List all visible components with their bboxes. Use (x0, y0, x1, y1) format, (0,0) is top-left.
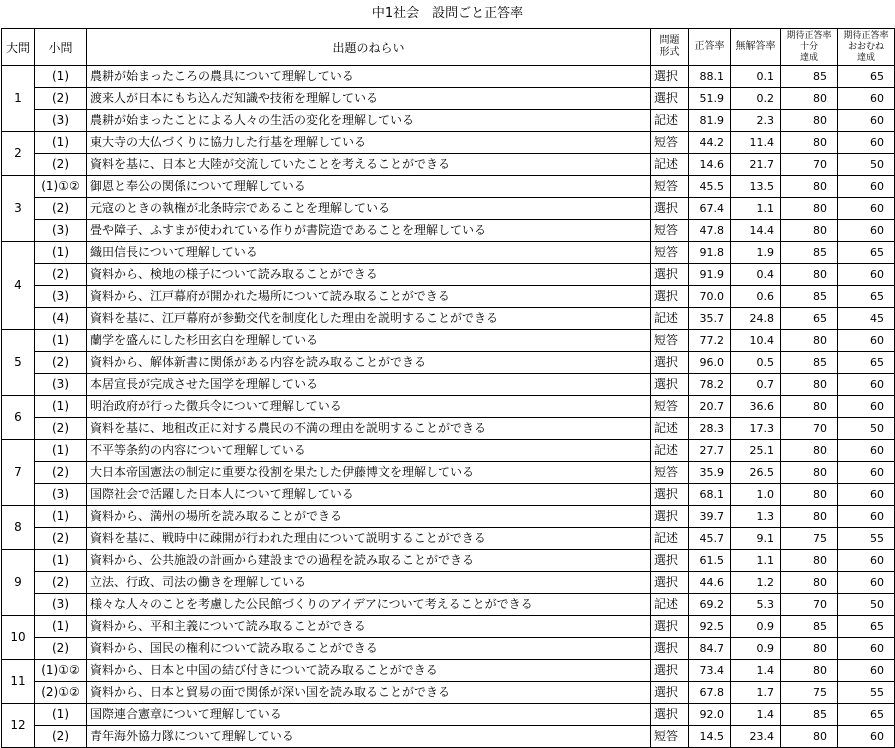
table-row (2, 396, 895, 418)
cell-sho: (2) (35, 528, 87, 550)
cell-kitai-mostly: 65 (838, 286, 895, 308)
cell-dai: 4 (2, 242, 35, 330)
cell-keishiki: 選択 (651, 198, 689, 220)
cell-seito: 81.9 (689, 110, 731, 132)
cell-sho: (2) (35, 418, 87, 440)
cell-nerai: 大日本帝国憲法の制定に重要な役割を果たした伊藤博文を理解している (87, 462, 651, 484)
cell-seito: 14.5 (689, 726, 731, 748)
cell-kitai-full: 85 (781, 66, 838, 88)
cell-kitai-full: 80 (781, 484, 838, 506)
cell-nerai: 国際社会で活躍した日本人について理解している (87, 484, 651, 506)
cell-kitai-mostly: 60 (838, 550, 895, 572)
header-kitai-mostly: 期待正答率 おおむね 達成 (838, 29, 895, 66)
cell-nerai: 資料から、解体新書に関係がある内容を読み取ることができる (87, 352, 651, 374)
cell-kitai-mostly: 60 (838, 506, 895, 528)
cell-kitai-full: 85 (781, 286, 838, 308)
table-row (2, 110, 895, 132)
cell-kitai-full: 75 (781, 528, 838, 550)
cell-dai: 1 (2, 66, 35, 132)
cell-sho: (2) (35, 88, 87, 110)
cell-keishiki: 選択 (651, 638, 689, 660)
header-seito: 正答率 (689, 29, 731, 66)
cell-dai: 7 (2, 440, 35, 506)
table-row (2, 660, 895, 682)
cell-keishiki: 選択 (651, 506, 689, 528)
cell-kitai-mostly: 50 (838, 594, 895, 616)
page-title: 中1社会 設問ごと正答率 (371, 6, 524, 21)
cell-nerai: 明治政府が行った徴兵令について理解している (87, 396, 651, 418)
cell-keishiki: 短答 (651, 220, 689, 242)
cell-sho: (1) (35, 66, 87, 88)
table-row (2, 242, 895, 264)
cell-nerai: 本居宣長が完成させた国学を理解している (87, 374, 651, 396)
cell-keishiki: 記述 (651, 440, 689, 462)
cell-nerai: 元寇のときの執権が北条時宗であることを理解している (87, 198, 651, 220)
cell-dai: 5 (2, 330, 35, 396)
cell-kitai-full: 80 (781, 660, 838, 682)
cell-keishiki: 短答 (651, 176, 689, 198)
cell-nerai: 農耕が始まったことによる人々の生活の変化を理解している (87, 110, 651, 132)
table-row (2, 484, 895, 506)
cell-nerai: 資料から、日本と中国の結び付きについて読み取ることができる (87, 660, 651, 682)
cell-sho: (1) (35, 396, 87, 418)
cell-muto: 0.2 (731, 88, 781, 110)
cell-seito: 92.5 (689, 616, 731, 638)
header-keishiki: 問題 形式 (651, 29, 689, 66)
cell-kitai-mostly: 60 (838, 110, 895, 132)
cell-kitai-full: 80 (781, 396, 838, 418)
cell-seito: 70.0 (689, 286, 731, 308)
table-row (2, 308, 895, 330)
cell-kitai-mostly: 60 (838, 396, 895, 418)
cell-kitai-mostly: 60 (838, 374, 895, 396)
cell-muto: 11.4 (731, 132, 781, 154)
cell-kitai-full: 80 (781, 110, 838, 132)
cell-kitai-full: 80 (781, 462, 838, 484)
cell-sho: (2) (35, 198, 87, 220)
cell-nerai: 資料から、日本と貿易の面で関係が深い国を読み取ることができる (87, 682, 651, 704)
cell-kitai-full: 85 (781, 352, 838, 374)
table-row (2, 176, 895, 198)
cell-kitai-mostly: 60 (838, 440, 895, 462)
cell-seito: 51.9 (689, 88, 731, 110)
cell-sho: (1) (35, 506, 87, 528)
cell-kitai-mostly: 50 (838, 418, 895, 440)
cell-kitai-mostly: 65 (838, 616, 895, 638)
cell-muto: 0.4 (731, 264, 781, 286)
cell-sho: (3) (35, 594, 87, 616)
cell-sho: (1)①② (35, 660, 87, 682)
cell-muto: 1.3 (731, 506, 781, 528)
cell-nerai: 様々な人々のことを考慮した公民館づくりのアイデアについて考えることができる (87, 594, 651, 616)
cell-nerai: 御恩と奉公の関係について理解している (87, 176, 651, 198)
cell-seito: 27.7 (689, 440, 731, 462)
cell-kitai-mostly: 60 (838, 264, 895, 286)
cell-sho: (1) (35, 616, 87, 638)
table-row (2, 726, 895, 748)
cell-dai: 9 (2, 550, 35, 616)
cell-nerai: 青年海外協力隊について理解している (87, 726, 651, 748)
cell-nerai: 織田信長について理解している (87, 242, 651, 264)
cell-muto: 1.4 (731, 704, 781, 726)
cell-kitai-full: 80 (781, 374, 838, 396)
cell-kitai-full: 70 (781, 594, 838, 616)
cell-keishiki: 選択 (651, 286, 689, 308)
cell-keishiki: 選択 (651, 682, 689, 704)
cell-dai: 11 (2, 660, 35, 704)
cell-sho: (2) (35, 154, 87, 176)
cell-nerai: 資料から、国民の権利について読み取ることができる (87, 638, 651, 660)
cell-sho: (1) (35, 704, 87, 726)
cell-kitai-full: 80 (781, 220, 838, 242)
cell-seito: 44.2 (689, 132, 731, 154)
cell-keishiki: 短答 (651, 462, 689, 484)
table-row (2, 374, 895, 396)
cell-muto: 9.1 (731, 528, 781, 550)
cell-muto: 25.1 (731, 440, 781, 462)
cell-nerai: 渡来人が日本にもち込んだ知識や技術を理解している (87, 88, 651, 110)
cell-nerai: 東大寺の大仏づくりに協力した行基を理解している (87, 132, 651, 154)
cell-keishiki: 選択 (651, 704, 689, 726)
cell-seito: 45.7 (689, 528, 731, 550)
cell-muto: 0.9 (731, 638, 781, 660)
table-row (2, 594, 895, 616)
cell-nerai: 資料から、公共施設の計画から建設までの過程を読み取ることができる (87, 550, 651, 572)
table-row (2, 638, 895, 660)
cell-seito: 91.8 (689, 242, 731, 264)
cell-keishiki: 選択 (651, 88, 689, 110)
cell-dai: 2 (2, 132, 35, 176)
cell-sho: (1) (35, 440, 87, 462)
cell-kitai-mostly: 60 (838, 88, 895, 110)
table-row (2, 704, 895, 726)
cell-seito: 45.5 (689, 176, 731, 198)
table-row (2, 198, 895, 220)
cell-seito: 35.9 (689, 462, 731, 484)
cell-nerai: 資料から、検地の様子について読み取ることができる (87, 264, 651, 286)
cell-nerai: 資料を基に、江戸幕府が参勤交代を制度化した理由を説明することができる (87, 308, 651, 330)
cell-keishiki: 短答 (651, 330, 689, 352)
cell-keishiki: 選択 (651, 484, 689, 506)
header-dai: 大問 (2, 29, 35, 66)
table-row (2, 286, 895, 308)
cell-muto: 0.5 (731, 352, 781, 374)
cell-kitai-full: 80 (781, 176, 838, 198)
table-row (2, 220, 895, 242)
cell-dai: 8 (2, 506, 35, 550)
table-row (2, 132, 895, 154)
cell-muto: 23.4 (731, 726, 781, 748)
cell-seito: 88.1 (689, 66, 731, 88)
cell-seito: 92.0 (689, 704, 731, 726)
cell-kitai-full: 70 (781, 418, 838, 440)
cell-kitai-mostly: 55 (838, 528, 895, 550)
cell-muto: 0.6 (731, 286, 781, 308)
cell-sho: (3) (35, 110, 87, 132)
cell-nerai: 不平等条約の内容について理解している (87, 440, 651, 462)
cell-muto: 24.8 (731, 308, 781, 330)
cell-kitai-mostly: 60 (838, 462, 895, 484)
cell-kitai-full: 65 (781, 308, 838, 330)
table-row (2, 264, 895, 286)
cell-seito: 14.6 (689, 154, 731, 176)
cell-kitai-full: 80 (781, 330, 838, 352)
cell-seito: 68.1 (689, 484, 731, 506)
cell-kitai-full: 80 (781, 264, 838, 286)
cell-seito: 20.7 (689, 396, 731, 418)
cell-kitai-mostly: 60 (838, 198, 895, 220)
cell-nerai: 蘭学を盛んにした杉田玄白を理解している (87, 330, 651, 352)
cell-muto: 1.2 (731, 572, 781, 594)
cell-sho: (3) (35, 220, 87, 242)
cell-keishiki: 短答 (651, 132, 689, 154)
cell-kitai-mostly: 65 (838, 242, 895, 264)
table-row (2, 440, 895, 462)
table-row (2, 154, 895, 176)
table-row (2, 352, 895, 374)
cell-kitai-mostly: 65 (838, 704, 895, 726)
cell-seito: 69.2 (689, 594, 731, 616)
cell-kitai-mostly: 55 (838, 682, 895, 704)
cell-seito: 44.6 (689, 572, 731, 594)
cell-muto: 36.6 (731, 396, 781, 418)
cell-sho: (1) (35, 330, 87, 352)
table-row (2, 330, 895, 352)
cell-keishiki: 記述 (651, 528, 689, 550)
cell-kitai-full: 80 (781, 638, 838, 660)
cell-kitai-mostly: 60 (838, 132, 895, 154)
cell-kitai-full: 80 (781, 550, 838, 572)
cell-seito: 78.2 (689, 374, 731, 396)
cell-sho: (1) (35, 242, 87, 264)
cell-kitai-full: 70 (781, 154, 838, 176)
header-sho: 小問 (35, 29, 87, 66)
cell-kitai-full: 80 (781, 88, 838, 110)
cell-keishiki: 選択 (651, 550, 689, 572)
cell-sho: (3) (35, 286, 87, 308)
cell-seito: 84.7 (689, 638, 731, 660)
cell-kitai-mostly: 60 (838, 484, 895, 506)
cell-keishiki: 短答 (651, 242, 689, 264)
cell-seito: 96.0 (689, 352, 731, 374)
cell-kitai-mostly: 60 (838, 726, 895, 748)
cell-keishiki: 選択 (651, 572, 689, 594)
cell-seito: 77.2 (689, 330, 731, 352)
cell-nerai: 資料から、満州の場所を読み取ることができる (87, 506, 651, 528)
cell-nerai: 資料を基に、戦時中に疎開が行われた理由について説明することができる (87, 528, 651, 550)
cell-nerai: 立法、行政、司法の働きを理解している (87, 572, 651, 594)
cell-seito: 47.8 (689, 220, 731, 242)
cell-sho: (2) (35, 352, 87, 374)
cell-keishiki: 選択 (651, 264, 689, 286)
cell-muto: 17.3 (731, 418, 781, 440)
cell-sho: (1)①② (35, 176, 87, 198)
cell-kitai-full: 80 (781, 506, 838, 528)
cell-muto: 26.5 (731, 462, 781, 484)
cell-kitai-full: 80 (781, 132, 838, 154)
cell-kitai-mostly: 50 (838, 154, 895, 176)
table-row (2, 528, 895, 550)
cell-kitai-mostly: 60 (838, 220, 895, 242)
cell-muto: 5.3 (731, 594, 781, 616)
cell-nerai: 資料から、江戸幕府が開かれた場所について読み取ることができる (87, 286, 651, 308)
cell-dai: 12 (2, 704, 35, 748)
cell-dai: 3 (2, 176, 35, 242)
cell-keishiki: 選択 (651, 66, 689, 88)
cell-sho: (2) (35, 638, 87, 660)
cell-keishiki: 記述 (651, 418, 689, 440)
header-kitai-full: 期待正答率 十分 達成 (781, 29, 838, 66)
cell-kitai-mostly: 65 (838, 66, 895, 88)
cell-muto: 1.4 (731, 660, 781, 682)
cell-keishiki: 選択 (651, 374, 689, 396)
cell-sho: (2) (35, 264, 87, 286)
cell-sho: (2) (35, 726, 87, 748)
cell-kitai-mostly: 60 (838, 638, 895, 660)
cell-sho: (2) (35, 462, 87, 484)
cell-sho: (1) (35, 132, 87, 154)
cell-keishiki: 短答 (651, 396, 689, 418)
cell-dai: 10 (2, 616, 35, 660)
cell-kitai-mostly: 65 (838, 352, 895, 374)
cell-kitai-full: 80 (781, 726, 838, 748)
cell-muto: 1.1 (731, 550, 781, 572)
table-row (2, 682, 895, 704)
cell-muto: 2.3 (731, 110, 781, 132)
cell-muto: 14.4 (731, 220, 781, 242)
cell-sho: (3) (35, 484, 87, 506)
cell-kitai-full: 85 (781, 242, 838, 264)
cell-muto: 0.1 (731, 66, 781, 88)
cell-sho: (2)①② (35, 682, 87, 704)
cell-muto: 0.7 (731, 374, 781, 396)
cell-kitai-full: 85 (781, 704, 838, 726)
cell-sho: (1) (35, 550, 87, 572)
cell-kitai-full: 85 (781, 616, 838, 638)
cell-kitai-full: 80 (781, 198, 838, 220)
cell-kitai-mostly: 60 (838, 330, 895, 352)
cell-nerai: 畳や障子、ふすまが使われている作りが書院造であることを理解している (87, 220, 651, 242)
table-body (2, 66, 895, 748)
table-row (2, 550, 895, 572)
cell-kitai-mostly: 60 (838, 176, 895, 198)
header-nerai: 出題のねらい (87, 29, 651, 66)
cell-kitai-full: 80 (781, 440, 838, 462)
cell-seito: 73.4 (689, 660, 731, 682)
cell-seito: 39.7 (689, 506, 731, 528)
cell-keishiki: 記述 (651, 110, 689, 132)
cell-seito: 91.9 (689, 264, 731, 286)
cell-dai: 6 (2, 396, 35, 440)
cell-seito: 61.5 (689, 550, 731, 572)
cell-kitai-full: 80 (781, 572, 838, 594)
table-row (2, 66, 895, 88)
table-row (2, 572, 895, 594)
table-row (2, 506, 895, 528)
cell-muto: 1.1 (731, 198, 781, 220)
table-row (2, 418, 895, 440)
table-row (2, 462, 895, 484)
cell-keishiki: 選択 (651, 616, 689, 638)
cell-nerai: 資料を基に、日本と大陸が交流していたことを考えることができる (87, 154, 651, 176)
cell-nerai: 農耕が始まったころの農具について理解している (87, 66, 651, 88)
cell-keishiki: 短答 (651, 726, 689, 748)
cell-kitai-full: 75 (781, 682, 838, 704)
cell-keishiki: 選択 (651, 660, 689, 682)
cell-nerai: 資料を基に、地租改正に対する農民の不満の理由を説明することができる (87, 418, 651, 440)
cell-seito: 67.8 (689, 682, 731, 704)
cell-keishiki: 選択 (651, 352, 689, 374)
cell-muto: 21.7 (731, 154, 781, 176)
cell-kitai-mostly: 60 (838, 660, 895, 682)
cell-sho: (4) (35, 308, 87, 330)
cell-kitai-mostly: 45 (838, 308, 895, 330)
cell-muto: 13.5 (731, 176, 781, 198)
cell-sho: (2) (35, 572, 87, 594)
cell-nerai: 国際連合憲章について理解している (87, 704, 651, 726)
cell-seito: 35.7 (689, 308, 731, 330)
header-muto: 無解答率 (731, 29, 781, 66)
cell-keishiki: 記述 (651, 154, 689, 176)
cell-keishiki: 記述 (651, 594, 689, 616)
cell-muto: 1.0 (731, 484, 781, 506)
cell-seito: 67.4 (689, 198, 731, 220)
cell-muto: 0.9 (731, 616, 781, 638)
cell-nerai: 資料から、平和主義について読み取ることができる (87, 616, 651, 638)
cell-keishiki: 記述 (651, 308, 689, 330)
cell-muto: 1.9 (731, 242, 781, 264)
cell-muto: 1.7 (731, 682, 781, 704)
results-table (1, 28, 895, 748)
table-row (2, 88, 895, 110)
table-row (2, 616, 895, 638)
cell-seito: 28.3 (689, 418, 731, 440)
cell-sho: (3) (35, 374, 87, 396)
cell-kitai-mostly: 60 (838, 572, 895, 594)
cell-muto: 10.4 (731, 330, 781, 352)
table-header (2, 29, 895, 66)
